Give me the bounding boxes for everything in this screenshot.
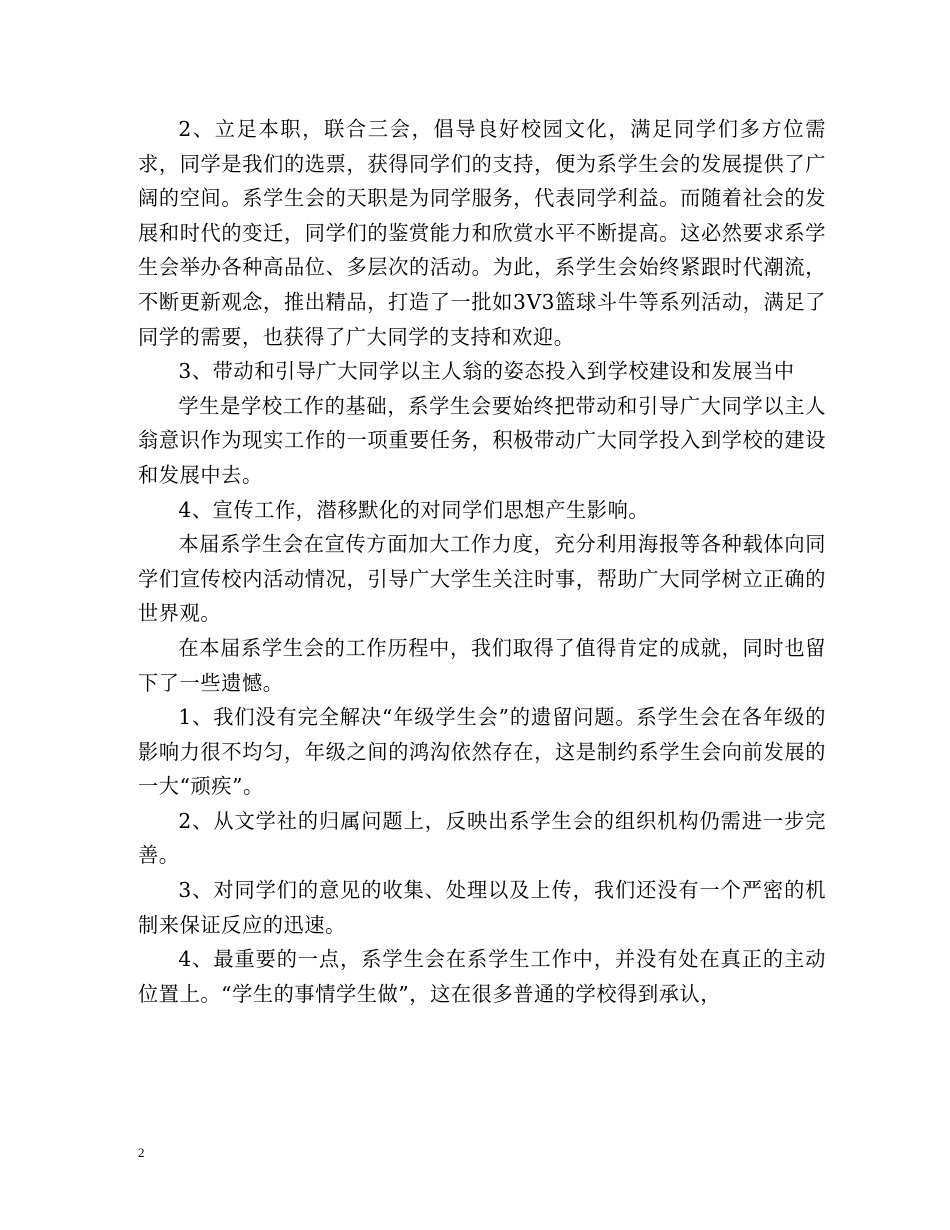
paragraph-7: 1、我们没有完全解决“年级学生会”的遗留问题。系学生会在各年级的影响力很不均匀，年级之间的鸿沟依然存在，这是制约系学生会向前发展的一大“顽疾”。 <box>138 705 826 799</box>
page-number: 2 <box>138 1145 145 1160</box>
paragraph-2: 3、带动和引导广大同学以主人翁的姿态投入到学校建设和发展当中 <box>178 359 795 384</box>
paragraph-8: 2、从文学社的归属问题上，反映出系学生会的组织机构仍需进一步完善。 <box>138 808 826 868</box>
paragraph-3: 学生是学校工作的基础，系学生会要始终把带动和引导广大同学以主人翁意识作为现实工作的一项重要任务，积极带动广大同学投入到学校的建设和发展中去。 <box>138 393 826 487</box>
paragraph-6: 在本届系学生会的工作历程中，我们取得了值得肯定的成就，同时也留下了一些遗憾。 <box>138 635 826 695</box>
paragraph-10: 4、最重要的一点，系学生会在系学生工作中，并没有处在真正的主动位置上。“学生的事情学生做”，这在很多普通的学校得到承认， <box>138 947 826 1006</box>
paragraph-4: 4、宣传工作，潜移默化的对同学们思想产生影响。 <box>178 497 650 522</box>
document-body <box>138 112 826 1011</box>
paragraph-5: 本届系学生会在宣传方面加大工作力度，充分利用海报等各种载体向同学们宣传校内活动情况，引导广大学生关注时事，帮助广大同学树立正确的世界观。 <box>138 532 826 626</box>
paragraph-9: 3、对同学们的意见的收集、处理以及上传，我们还没有一个严密的机制来保证反应的迅速。 <box>138 878 826 937</box>
paragraph-1: 2、立足本职，联合三会，倡导良好校园文化，满足同学们多方位需求，同学是我们的选票，获得同学们的支持，便为系学生会的发展提供了广阔的空间。系学生会的天职是为同学服务，代表同学利益。而随着社会的发展和时代的变迁，同学们的鉴赏能力和欣赏水平不断提高。这必然要求系学生会举办各种高品位、多层次的活动。为此，系学生会始终紧跟时代潮流，不断更新观念，推出精品，打造了一批如3V3篮球斗牛等系列活动，满足了同学的需要，也获得了广大同学的支持和欢迎。 <box>138 117 826 349</box>
